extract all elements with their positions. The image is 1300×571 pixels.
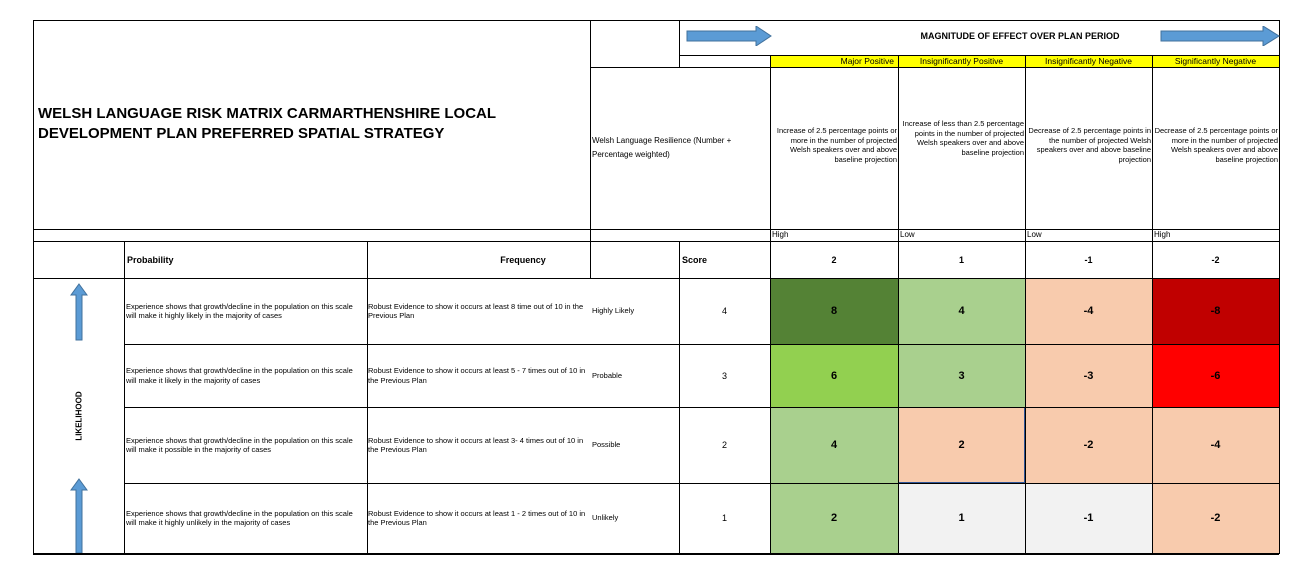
row-score: 2 bbox=[721, 440, 727, 450]
likelihood-category: Possible bbox=[592, 440, 621, 450]
likelihood-label: LIKELIHOOD bbox=[74, 391, 84, 441]
matrix-value: -8 bbox=[1210, 305, 1221, 317]
row-score: 3 bbox=[721, 370, 727, 381]
matrix-value: -2 bbox=[1083, 439, 1094, 451]
column-level: High bbox=[1154, 230, 1171, 239]
column-score: 2 bbox=[831, 254, 837, 265]
column-description: Increase of less than 2.5 percentage points in the number of projected Welsh speakers over and above baseline projection bbox=[902, 119, 1024, 157]
row-score: 1 bbox=[721, 513, 727, 523]
likelihood-category: Probable bbox=[592, 370, 623, 380]
arrow-right-icon bbox=[1160, 26, 1280, 46]
matrix-value: -4 bbox=[1210, 439, 1221, 451]
arrow-up-icon bbox=[70, 283, 88, 341]
matrix-value: -6 bbox=[1210, 369, 1221, 382]
column-level: Low bbox=[1027, 230, 1042, 239]
column-description: Decrease of 2.5 percentage points in the number of projected Welsh speakers over and above baseline projection bbox=[1028, 126, 1151, 164]
column-score: 1 bbox=[958, 254, 964, 265]
row-score: 4 bbox=[721, 306, 727, 316]
column-level: Low bbox=[900, 230, 915, 239]
likelihood-category: Highly Likely bbox=[592, 306, 635, 316]
column-score: -1 bbox=[1084, 254, 1093, 265]
matrix-value: 2 bbox=[830, 512, 838, 524]
likelihood-category: Unlikely bbox=[592, 513, 619, 523]
matrix-value: -4 bbox=[1083, 305, 1094, 317]
column-description: Increase of 2.5 percentage points or more in the number of projected Welsh speakers over and above baseline projection bbox=[776, 126, 897, 164]
probability-text: Experience shows that growth/decline in the population on this scale will make it likely in the majority of cases bbox=[126, 366, 353, 385]
frequency-text: Robust Evidence to show it occurs at least 1 - 2 times out of 10 in the Previous Plan bbox=[368, 508, 586, 527]
column-level: High bbox=[772, 230, 789, 239]
matrix-value: 2 bbox=[958, 439, 965, 451]
matrix-value: -2 bbox=[1210, 512, 1221, 524]
severity-label: Insignificantly Positive bbox=[919, 56, 1004, 66]
matrix-value: -1 bbox=[1083, 512, 1094, 524]
arrow-up-icon bbox=[70, 478, 88, 553]
score-header: Score bbox=[682, 254, 708, 265]
arrow-right-icon bbox=[686, 26, 772, 46]
severity-label: Major Positive bbox=[840, 56, 894, 66]
matrix-value: -3 bbox=[1083, 369, 1094, 382]
frequency-text: Robust Evidence to show it occurs at least 3- 4 times out of 10 in the Previous Plan bbox=[368, 435, 584, 454]
matrix-value: 4 bbox=[958, 305, 965, 317]
probability-text: Experience shows that growth/decline in the population on this scale will make it highly likely in the majority of cases bbox=[126, 301, 353, 320]
magnitude-label: MAGNITUDE OF EFFECT OVER PLAN PERIOD bbox=[920, 31, 1120, 41]
matrix-value: 8 bbox=[830, 305, 838, 317]
matrix-value: 4 bbox=[830, 439, 838, 451]
page-title: WELSH LANGUAGE RISK MATRIX CARMARTHENSHIRE LOCAL DEVELOPMENT PLAN PREFERRED SPATIAL STRATEGY bbox=[38, 105, 496, 142]
severity-label: Insignificantly Negative bbox=[1045, 56, 1132, 66]
column-score: -2 bbox=[1211, 254, 1220, 265]
probability-text: Experience shows that growth/decline in the population on this scale will make it highly unlikely in the majority of cases bbox=[126, 508, 353, 527]
probability-text: Experience shows that growth/decline in the population on this scale will make it possible in the majority of cases bbox=[126, 435, 353, 454]
probability-header: Probability bbox=[127, 254, 174, 265]
matrix-value: 1 bbox=[958, 512, 965, 524]
resilience-label: Welsh Language Resilience (Number + Percentage weighted) bbox=[592, 136, 732, 159]
frequency-text: Robust Evidence to show it occurs at least 5 - 7 times out of 10 in the Previous Plan bbox=[368, 366, 586, 385]
matrix-value: 3 bbox=[958, 369, 965, 382]
column-description: Decrease of 2.5 percentage points or more in the number of projected Welsh speakers over and above baseline projection bbox=[1154, 126, 1278, 164]
frequency-header: Frequency bbox=[500, 254, 546, 265]
matrix-value: 6 bbox=[830, 369, 838, 382]
severity-label: Significantly Negative bbox=[1174, 56, 1257, 66]
frequency-text: Robust Evidence to show it occurs at least 8 time out of 10 in the Previous Plan bbox=[368, 301, 584, 320]
